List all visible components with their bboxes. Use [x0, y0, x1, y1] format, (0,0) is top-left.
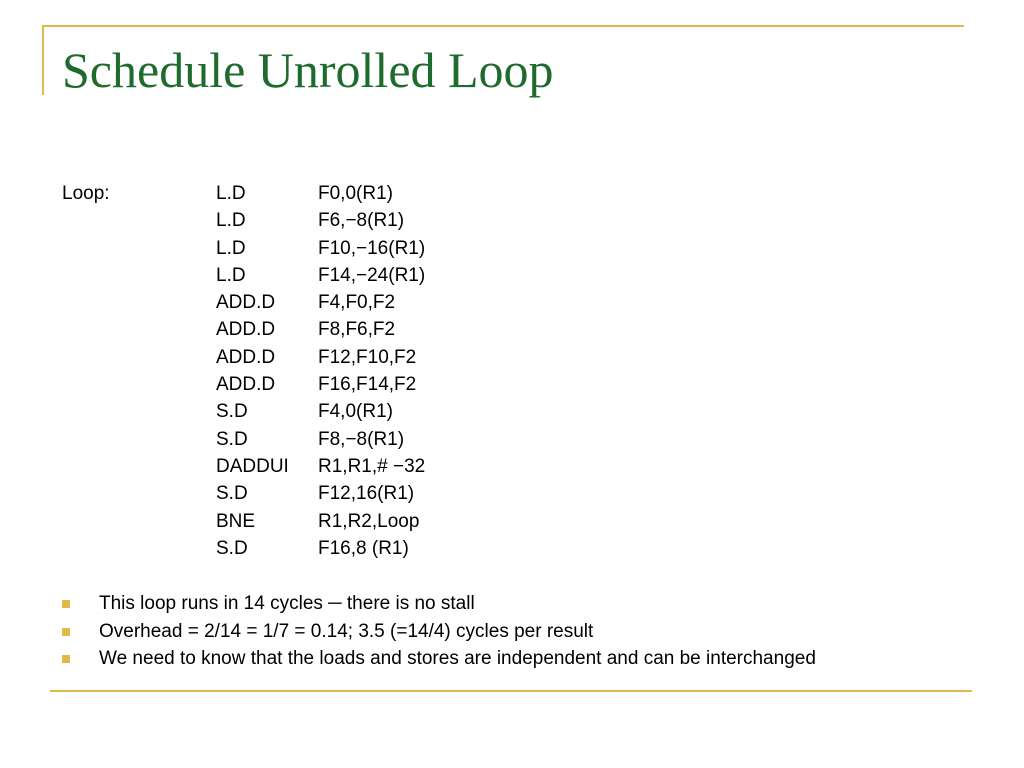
- bottom-rule: [50, 690, 972, 692]
- code-opcode: DADDUI: [216, 455, 289, 477]
- code-opcode: ADD.D: [216, 292, 276, 314]
- code-operands: F16,8 (R1): [318, 537, 409, 559]
- code-opcode: L.D: [216, 264, 246, 286]
- code-operands: F4,F0,F2: [318, 292, 396, 314]
- code-operands: F6,−8(R1): [318, 210, 405, 232]
- code-opcode: ADD.D: [216, 374, 276, 396]
- code-opcode: L.D: [216, 237, 246, 259]
- code-operands: F12,16(R1): [318, 483, 415, 505]
- code-opcode: S.D: [216, 537, 248, 559]
- square-bullet-icon: [62, 655, 70, 663]
- bullet-text: We need to know that the loads and stores are independent and can be interchanged: [99, 648, 816, 669]
- code-operands: F14,−24(R1): [318, 264, 426, 286]
- left-rule: [42, 25, 44, 95]
- code-label: Loop:: [62, 183, 110, 204]
- code-operands: F8,−8(R1): [318, 428, 405, 450]
- code-opcode: BNE: [216, 510, 256, 532]
- code-opcode: L.D: [216, 210, 246, 232]
- bullet-text: This loop runs in 14 cycles ─ there is no stall: [99, 593, 475, 614]
- code-operands: F0,0(R1): [318, 183, 393, 204]
- code-opcode: ADD.D: [216, 346, 276, 368]
- code-opcode: S.D: [216, 401, 248, 423]
- code-operands: F4,0(R1): [318, 401, 393, 423]
- square-bullet-icon: [62, 600, 70, 608]
- code-opcode: L.D: [216, 183, 246, 204]
- code-opcode: S.D: [216, 483, 248, 505]
- top-rule: [42, 25, 964, 27]
- code-operands: F12,F10,F2: [318, 346, 417, 368]
- code-opcode: S.D: [216, 428, 248, 450]
- code-operands: F16,F14,F2: [318, 374, 417, 396]
- code-operands: R1,R2,Loop: [318, 510, 420, 532]
- code-operands: F10,−16(R1): [318, 237, 426, 259]
- square-bullet-icon: [62, 628, 70, 636]
- code-operands: F8,F6,F2: [318, 319, 396, 341]
- code-operands: R1,R1,# −32: [318, 455, 426, 477]
- code-opcode: ADD.D: [216, 319, 276, 341]
- bullet-text: Overhead = 2/14 = 1/7 = 0.14; 3.5 (=14/4) cycles per result: [99, 620, 594, 642]
- slide-title: Schedule Unrolled Loop: [62, 42, 554, 98]
